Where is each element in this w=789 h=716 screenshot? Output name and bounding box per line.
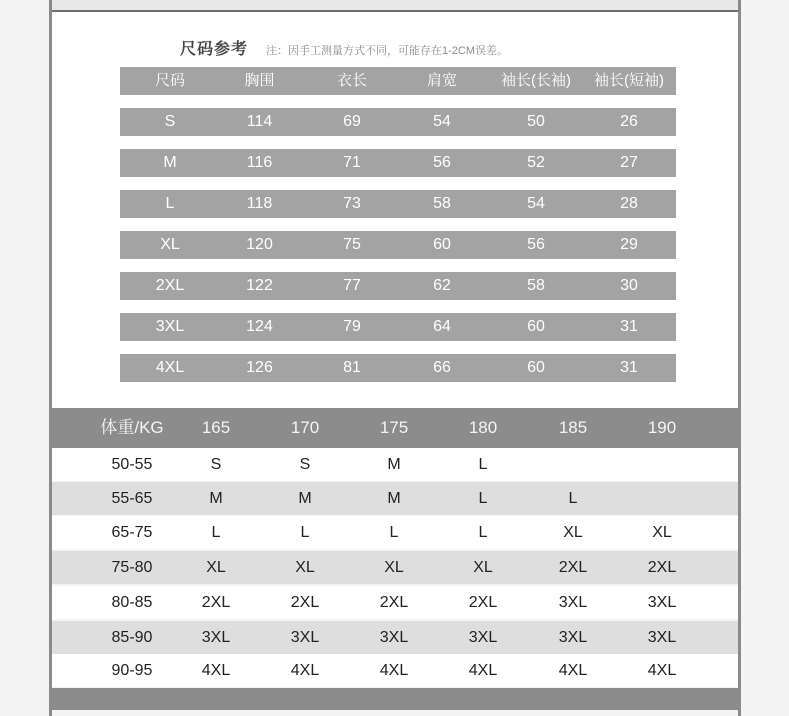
size-cell-length: 81 (343, 359, 361, 376)
size-cell-chest: 118 (246, 195, 273, 212)
recommended-size-cell: XL (563, 524, 583, 541)
recommended-size-cell: 4XL (647, 662, 677, 679)
size-cell-short-sleeve: 31 (620, 359, 638, 376)
size-row (120, 108, 676, 136)
header-height-180: 180 (468, 418, 498, 437)
recommended-size-cell: 2XL (647, 559, 677, 576)
recommended-size-cell: L (389, 524, 399, 541)
recommended-size-cell: 4XL (201, 662, 231, 679)
weight-range-cell: 90-95 (111, 662, 153, 679)
weight-row (52, 448, 738, 481)
recommended-size-cell: XL (295, 559, 315, 576)
recommended-size-cell: XL (473, 559, 493, 576)
recommended-size-cell (617, 448, 707, 481)
size-cell-short-sleeve: 30 (620, 277, 638, 294)
recommended-size-cell: S (299, 456, 311, 473)
weight-row (52, 654, 738, 687)
size-row (120, 149, 676, 177)
size-cell-shoulder: 64 (433, 318, 451, 335)
recommended-size-cell: M (387, 456, 401, 473)
size-cell-chest: 126 (246, 359, 273, 376)
size-cell-long-sleeve: 58 (527, 277, 545, 294)
size-cell-chest: 120 (246, 236, 273, 253)
recommended-size-cell: S (210, 456, 222, 473)
recommended-size-cell: 2XL (468, 594, 498, 611)
page-title: 尺码参考 (180, 41, 249, 58)
size-cell-long-sleeve: 52 (527, 154, 545, 171)
size-cell-size: 3XL (155, 318, 185, 335)
header-height-170: 170 (290, 418, 320, 437)
recommended-size-cell: L (211, 524, 221, 541)
recommended-size-cell: 4XL (290, 662, 320, 679)
size-cell-shoulder: 54 (433, 113, 451, 130)
weight-row (52, 551, 738, 584)
size-row (120, 354, 676, 382)
recommended-size-cell: XL (384, 559, 404, 576)
recommended-size-cell: 2XL (558, 559, 588, 576)
recommended-size-cell: L (568, 490, 578, 507)
header-long-sleeve: 袖长(长袖) (501, 72, 571, 89)
recommended-size-cell: 4XL (558, 662, 588, 679)
recommended-size-cell (528, 448, 618, 481)
size-cell-length: 79 (343, 318, 361, 335)
frame-right-border (738, 0, 741, 716)
weight-range-cell: 50-55 (111, 456, 153, 473)
size-row (120, 231, 676, 259)
header-length: 衣长 (336, 72, 367, 89)
recommended-size-cell: L (478, 456, 488, 473)
size-cell-size: 2XL (155, 277, 185, 294)
recommended-size-cell: 3XL (558, 594, 588, 611)
size-cell-shoulder: 62 (433, 277, 451, 294)
size-cell-short-sleeve: 31 (620, 318, 638, 335)
size-cell-size: XL (160, 236, 180, 253)
size-cell-long-sleeve: 60 (527, 359, 545, 376)
size-cell-length: 73 (343, 195, 361, 212)
size-cell-length: 77 (343, 277, 361, 294)
header-weight: 体重/KG (100, 418, 164, 437)
size-cell-size: 4XL (155, 359, 185, 376)
weight-row (52, 516, 738, 549)
header-size: 尺码 (154, 72, 185, 89)
size-cell-short-sleeve: 27 (620, 154, 638, 171)
recommended-size-cell: L (478, 524, 488, 541)
recommended-size-cell: M (387, 490, 401, 507)
size-cell-short-sleeve: 26 (620, 113, 638, 130)
size-cell-short-sleeve: 29 (620, 236, 638, 253)
recommended-size-cell: L (478, 490, 488, 507)
weight-range-cell: 80-85 (111, 594, 153, 611)
recommended-size-cell: 4XL (379, 662, 409, 679)
size-cell-length: 69 (343, 113, 361, 130)
size-cell-shoulder: 58 (433, 195, 451, 212)
weight-row (52, 586, 738, 619)
recommended-size-cell: M (298, 490, 312, 507)
recommended-size-cell: L (300, 524, 310, 541)
weight-row (52, 482, 738, 515)
size-row (120, 313, 676, 341)
header-height-190: 190 (647, 418, 677, 437)
measurement-note: 注：因手工测量方式不同，可能存在1-2CM误差。 (266, 45, 509, 57)
size-cell-size: S (164, 113, 176, 130)
size-cell-long-sleeve: 50 (527, 113, 545, 130)
recommended-size-cell: 3XL (558, 629, 588, 646)
bottom-band (49, 688, 741, 710)
size-cell-chest: 124 (246, 318, 273, 335)
recommended-size-cell: 3XL (290, 629, 320, 646)
size-cell-chest: 114 (246, 113, 273, 130)
size-cell-long-sleeve: 56 (527, 236, 545, 253)
header-height-175: 175 (379, 418, 409, 437)
weight-range-cell: 85-90 (111, 629, 153, 646)
recommended-size-cell: 2XL (290, 594, 320, 611)
header-chest: 胸围 (244, 72, 275, 89)
size-cell-size: L (165, 195, 175, 212)
recommended-size-cell: M (209, 490, 223, 507)
size-cell-long-sleeve: 54 (527, 195, 545, 212)
header-shoulder: 肩宽 (426, 72, 457, 89)
size-table-header (120, 67, 676, 95)
size-cell-chest: 122 (246, 277, 273, 294)
weight-range-cell: 55-65 (111, 490, 153, 507)
recommended-size-cell: XL (652, 524, 672, 541)
recommended-size-cell: 4XL (468, 662, 498, 679)
size-cell-length: 71 (343, 154, 361, 171)
top-band (52, 0, 738, 10)
header-height-165: 165 (201, 418, 231, 437)
recommended-size-cell: 3XL (468, 629, 498, 646)
size-cell-chest: 116 (246, 154, 273, 171)
weight-row (52, 621, 738, 654)
size-cell-long-sleeve: 60 (527, 318, 545, 335)
weight-range-cell: 65-75 (111, 524, 153, 541)
size-cell-shoulder: 66 (433, 359, 451, 376)
size-row (120, 272, 676, 300)
size-cell-shoulder: 60 (433, 236, 451, 253)
recommended-size-cell: 2XL (201, 594, 231, 611)
recommended-size-cell: 2XL (379, 594, 409, 611)
recommended-size-cell: 3XL (201, 629, 231, 646)
weight-range-cell: 75-80 (111, 559, 153, 576)
weight-table-header (49, 408, 741, 448)
header-short-sleeve: 袖长(短袖) (594, 72, 664, 89)
title-row (180, 36, 508, 59)
header-height-185: 185 (558, 418, 588, 437)
recommended-size-cell: XL (206, 559, 226, 576)
recommended-size-cell: 3XL (647, 629, 677, 646)
size-cell-size: M (163, 154, 177, 171)
recommended-size-cell: 3XL (379, 629, 409, 646)
recommended-size-cell (617, 482, 707, 515)
size-row (120, 190, 676, 218)
size-cell-short-sleeve: 28 (620, 195, 638, 212)
size-cell-length: 75 (343, 236, 361, 253)
recommended-size-cell: 3XL (647, 594, 677, 611)
size-cell-shoulder: 56 (433, 154, 451, 171)
